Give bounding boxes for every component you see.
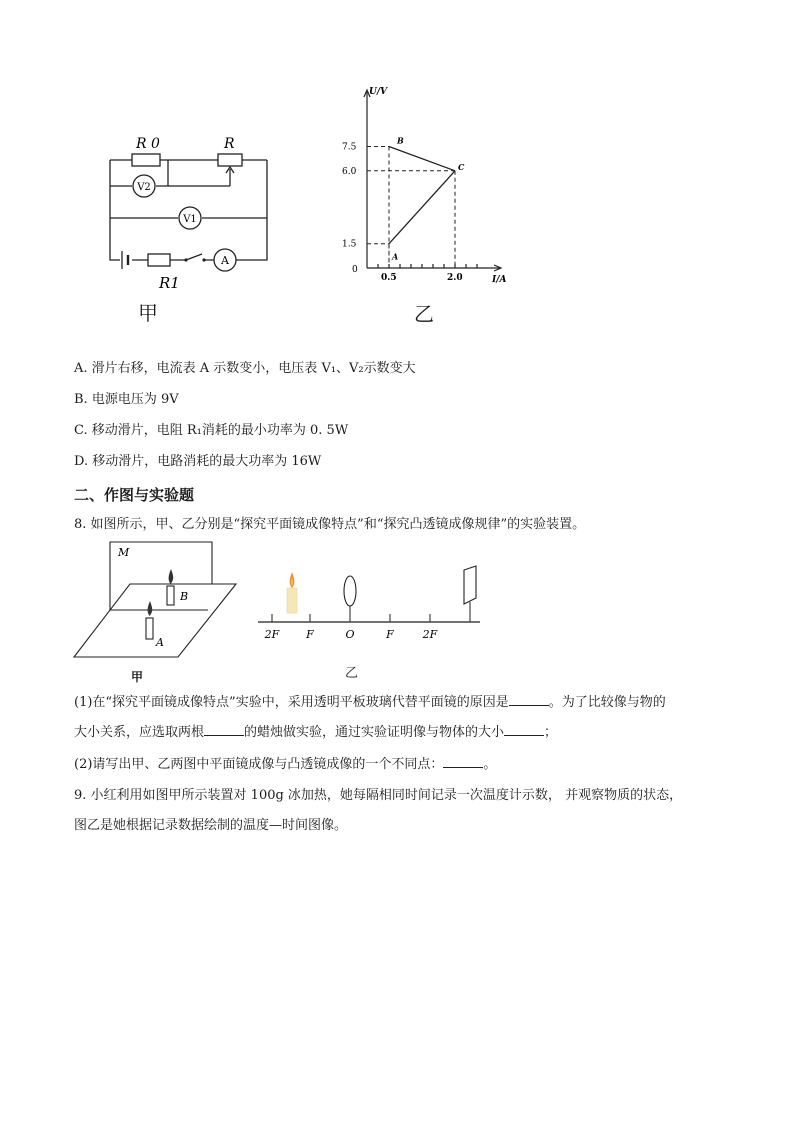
candle-a: [146, 618, 153, 639]
r1-resistor: [148, 254, 170, 266]
answer-blank[interactable]: [204, 723, 244, 736]
point-label-C: C: [458, 161, 465, 172]
light-screen: [464, 566, 476, 604]
table-surface: [74, 584, 236, 657]
lens-bench-setup: [252, 562, 487, 657]
r1-label: R1: [159, 274, 180, 292]
x-axis-label: I/A: [492, 275, 507, 285]
a-label: A: [156, 636, 164, 649]
bench-tick-label: F: [386, 628, 394, 641]
r-label: R: [224, 136, 235, 152]
a-label: A: [221, 254, 229, 267]
q8-part2: [74, 755, 734, 774]
x-tick-label: 0.5: [381, 273, 397, 283]
segment-BC: [389, 147, 455, 171]
convex-lens: [344, 576, 356, 606]
q9-line1: 9. 小红利用如图甲所示装置对 100g 冰加热，她每隔相同时间记录一次温度计示数， 并观察物质的状态，: [74, 788, 683, 803]
section-title: 二、作图与实验题: [74, 486, 195, 504]
origin-label: 0: [352, 265, 358, 275]
bench-tick-label: 2F: [422, 628, 438, 641]
v1-label: V1: [183, 214, 197, 225]
m-label: M: [118, 546, 130, 559]
answer-blank[interactable]: [509, 693, 549, 706]
r0-resistor: [132, 154, 160, 166]
y-axis-label: U/V: [369, 87, 388, 97]
candle: [287, 588, 297, 613]
q8-part1-text: 的蜡烛做实验，通过实验证明像与物体的大小: [244, 725, 505, 740]
circuit-diagram: [90, 120, 300, 320]
r0-label: R 0: [136, 136, 160, 152]
q8-part2-text: 。: [483, 757, 497, 772]
y-tick-label: 6.0: [342, 166, 357, 177]
b-label: B: [180, 590, 189, 603]
option-a: A. 滑片右移，电流表 A 示数变小，电压表 V₁、V₂示数变大: [74, 361, 416, 376]
option-b: B. 电源电压为 9V: [74, 392, 179, 407]
q8-stem: 8. 如图所示，甲、乙分别是“探究平面镜成像特点”和“探究凸透镜成像规律”的实验装置。: [74, 517, 586, 532]
bench-tick-label: F: [306, 628, 314, 641]
candle-b: [167, 586, 174, 605]
q8-part1-text: (1)在“探究平面镜成像特点”实验中，采用透明平板玻璃代替平面镜的原因是: [74, 695, 509, 710]
q8-yi-caption: 乙: [345, 666, 359, 681]
q8-part1-text: 。为了比较像与物的: [548, 695, 666, 710]
q8-part1-line1: [74, 693, 734, 712]
answer-blank[interactable]: [504, 723, 544, 736]
v2-label: V2: [137, 182, 151, 193]
segment-AC: [389, 171, 455, 244]
y-tick-label: 1.5: [342, 239, 357, 250]
r-rheostat: [218, 154, 242, 166]
y-tick-label: 7.5: [342, 142, 357, 153]
q8-part1-text: 大小关系，应选取两根: [74, 725, 205, 740]
option-c: C. 移动滑片，电阻 R₁消耗的最小功率为 0. 5W: [74, 423, 349, 438]
x-tick-label: 2.0: [447, 273, 463, 283]
figure-yi-caption: 乙: [414, 302, 434, 326]
bench-tick-label: O: [345, 628, 355, 641]
q8-part1-text: ；: [544, 725, 558, 740]
flame-b: [169, 569, 174, 584]
figure-jia-caption: 甲: [138, 301, 158, 325]
bench-tick-label: 2F: [264, 628, 280, 641]
point-label-A: A: [392, 251, 399, 262]
point-label-B: B: [397, 135, 404, 146]
q8-jia-caption: 甲: [131, 670, 144, 684]
q9-line2: 图乙是她根据记录数据绘制的温度—时间图像。: [74, 818, 348, 833]
q8-part2-text: (2)请写出甲、乙两图中平面镜成像与凸透镜成像的一个不同点：: [74, 757, 444, 772]
q8-part1-line2: [74, 723, 734, 742]
u-i-graph: [330, 80, 530, 300]
answer-blank[interactable]: [443, 755, 483, 768]
option-d: D. 移动滑片，电路消耗的最大功率为 16W: [74, 454, 322, 469]
plane-mirror-setup: [70, 538, 245, 683]
